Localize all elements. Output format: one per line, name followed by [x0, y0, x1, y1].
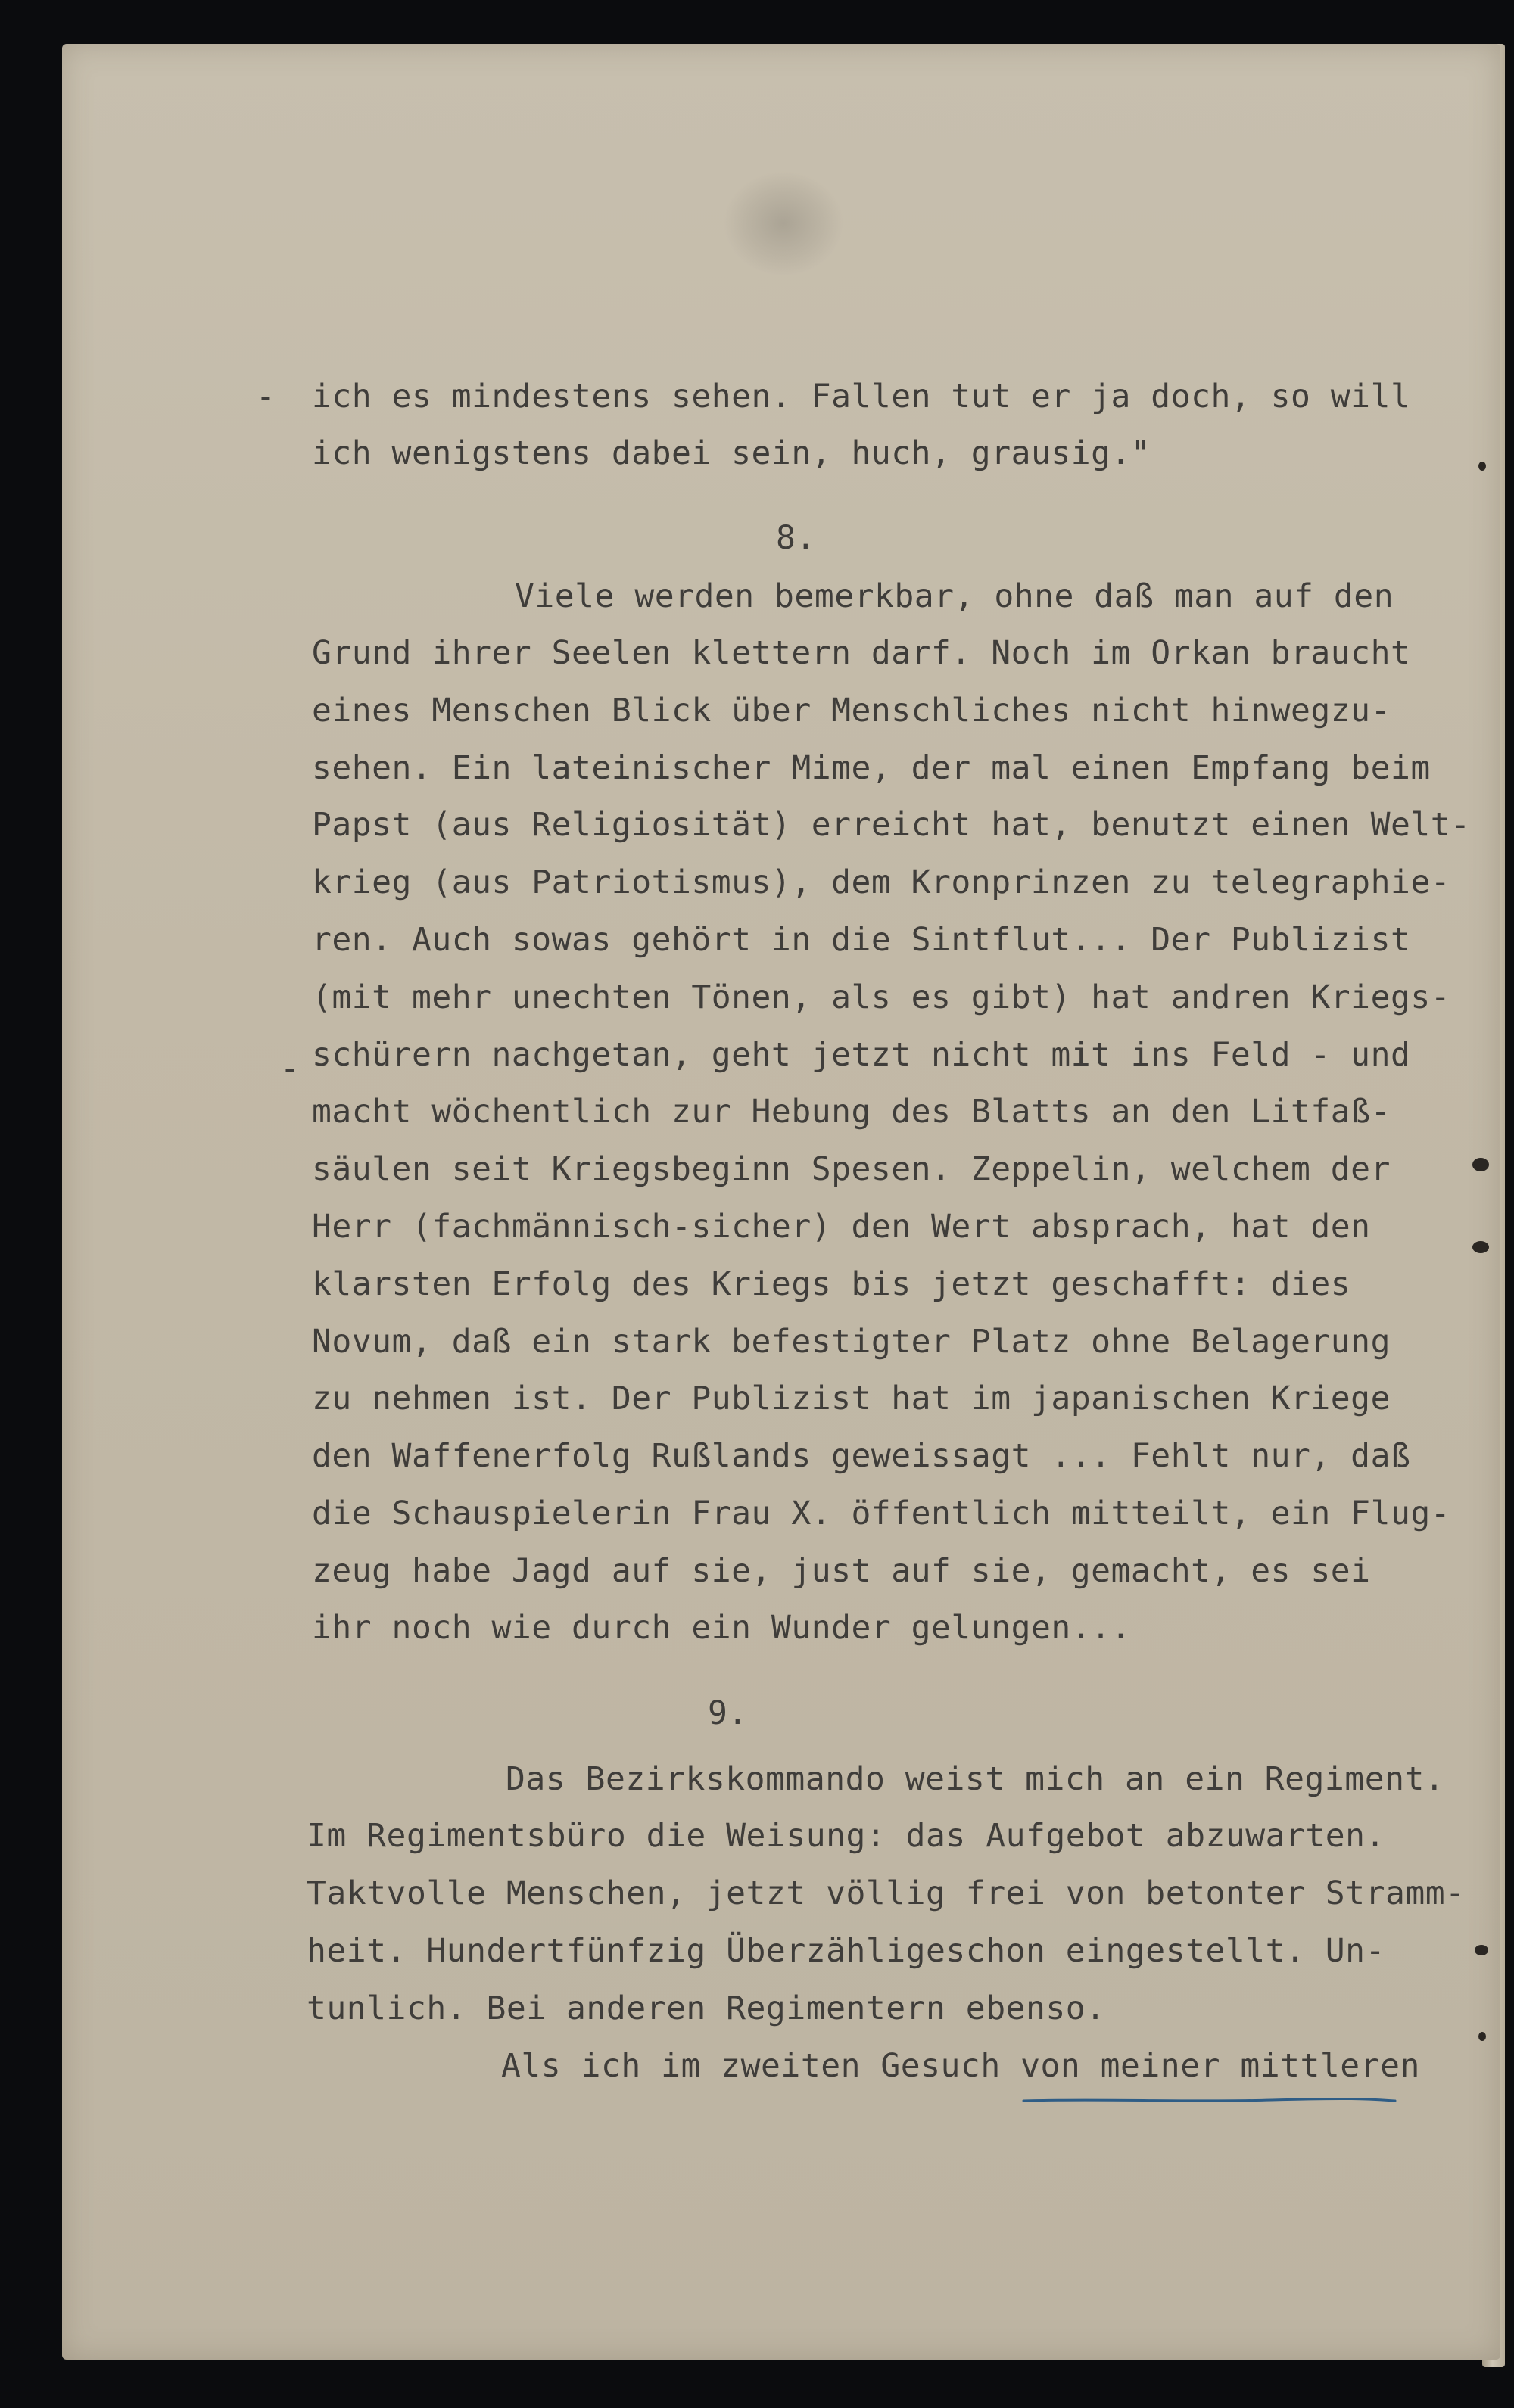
text-line: Novum, daß ein stark befestigter Platz ohne Belagerung	[312, 1323, 1391, 1361]
text-line: den Waffenerfolg Rußlands geweissagt ... Fehlt nur, daß	[312, 1437, 1411, 1475]
text-line: tunlich. Bei anderen Regimentern ebenso.	[307, 1990, 1106, 2027]
text-line: zu nehmen ist. Der Publizist hat im japanischen Kriege	[312, 1380, 1391, 1417]
text-line: Im Regimentsbüro die Weisung: das Aufgebot abzuwarten.	[307, 1817, 1385, 1855]
text-line: Grund ihrer Seelen klettern darf. Noch im Orkan braucht	[312, 634, 1411, 672]
text-line: sehen. Ein lateinischer Mime, der mal einen Empfang beim	[312, 749, 1431, 787]
text-line: schürern nachgetan, geht jetzt nicht mit ins Feld - und	[312, 1036, 1411, 1074]
text-line: ihr noch wie durch ein Wunder gelungen...	[312, 1609, 1131, 1647]
text-line: heit. Hundertfünfzig Überzähligeschon eingestellt. Un-	[307, 1932, 1385, 1970]
text-line: ren. Auch sowas gehört in die Sintflut... Der Publizist	[312, 921, 1411, 959]
text-line: krieg (aus Patriotismus), dem Kronprinzen zu telegraphie-	[312, 863, 1451, 901]
text-line: eines Menschen Blick über Menschliches nicht hinwegzu-	[312, 692, 1391, 730]
text-line: ich es mindestens sehen. Fallen tut er ja doch, so will	[312, 378, 1411, 415]
text-line: klarsten Erfolg des Kriegs bis jetzt geschafft: dies	[312, 1265, 1351, 1303]
text-line: Viele werden bemerkbar, ohne daß man auf den	[515, 577, 1394, 615]
section-number: 8.	[776, 519, 816, 557]
margin-dash: -	[280, 1050, 301, 1087]
text-line: Papst (aus Religiosität) erreicht hat, benutzt einen Welt-	[312, 806, 1471, 844]
text-line: die Schauspielerin Frau X. öffentlich mitteilt, ein Flug-	[312, 1495, 1451, 1532]
section-number: 9.	[708, 1694, 748, 1732]
text-line: zeug habe Jagd auf sie, just auf sie, gemacht, es sei	[312, 1552, 1371, 1590]
text-line: Als ich im zweiten Gesuch von meiner mittleren	[501, 2047, 1420, 2085]
pen-underline	[1022, 2096, 1397, 2104]
text-line: ich wenigstens dabei sein, huch, grausig."	[312, 434, 1151, 472]
text-line: säulen seit Kriegsbeginn Spesen. Zeppelin, welchem der	[312, 1150, 1391, 1188]
text-line: Herr (fachmännisch-sicher) den Wert absprach, hat den	[312, 1208, 1371, 1246]
text-line: (mit mehr unechten Tönen, als es gibt) hat andren Kriegs-	[312, 978, 1451, 1016]
margin-dash: -	[256, 378, 276, 415]
text-line: macht wöchentlich zur Hebung des Blatts an den Litfaß-	[312, 1093, 1391, 1131]
text-line: Taktvolle Menschen, jetzt völlig frei von betonter Stramm-	[307, 1874, 1466, 1912]
text-line: Das Bezirkskommando weist mich an ein Regiment.	[506, 1760, 1445, 1798]
